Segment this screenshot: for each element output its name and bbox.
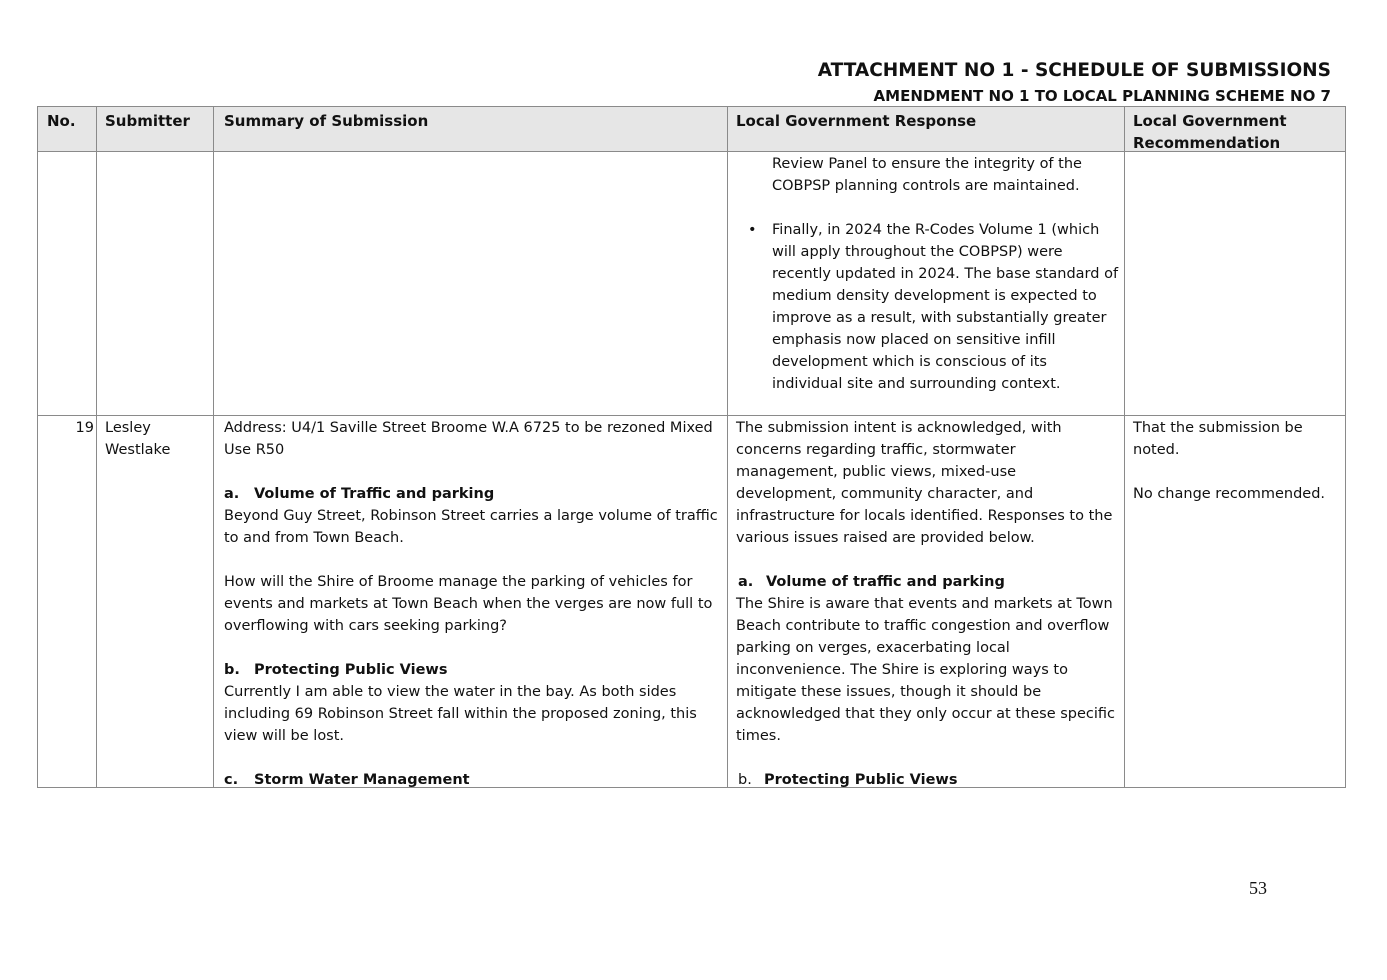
submissions-table	[37, 106, 1346, 788]
recommendation-text: No change recommended.	[1133, 486, 1326, 502]
bullet-line: • Finally, in 2024 the R-Codes Volume 1 (which	[772, 222, 1100, 238]
header-summary: Summary of Submission	[224, 112, 429, 130]
row1-response	[736, 153, 1121, 395]
row2-submitter	[105, 417, 210, 461]
response-text: The Shire is aware that events and markets at Town	[736, 596, 1113, 612]
response-text: inconvenience. The Shire is exploring ways to	[736, 662, 1068, 678]
bullet-item	[736, 219, 1121, 395]
recommendation-text: noted.	[1133, 442, 1180, 458]
summary-text: events and markets at Town Beach when the verges are now full to	[224, 596, 713, 612]
summary-text: How will the Shire of Broome manage the parking of vehicles for	[224, 574, 693, 590]
bullet-line: improve as a result, with substantially greater	[772, 310, 1107, 326]
response-text: The submission intent is acknowledged, with	[736, 420, 1062, 436]
summary-heading-b	[224, 659, 724, 681]
header-submitter: Submitter	[105, 112, 190, 130]
document-subtitle: AMENDMENT NO 1 TO LOCAL PLANNING SCHEME NO 7	[873, 87, 1331, 105]
header-recommendation-line1: Local Government	[1133, 112, 1287, 130]
row-divider	[38, 415, 1345, 416]
heading-letter: b.	[224, 662, 240, 678]
bullet-line: medium density development is expected to	[772, 288, 1097, 304]
heading-text: Storm Water Management	[254, 772, 470, 788]
row2-recommendation	[1133, 417, 1343, 505]
header-recommendation-line2: Recommendation	[1133, 134, 1281, 152]
summary-text: overflowing with cars seeking parking?	[224, 618, 507, 634]
summary-text: including 69 Robinson Street fall within the proposed zoning, this	[224, 706, 697, 722]
response-text: development, community character, and	[736, 486, 1034, 502]
summary-heading-c	[224, 769, 724, 791]
heading-text: Volume of traffic and parking	[766, 574, 1005, 590]
response-text: various issues raised are provided below.	[736, 530, 1035, 546]
summary-heading-a	[224, 483, 724, 505]
header-no: No.	[47, 112, 76, 130]
header-recommendation	[1133, 110, 1287, 154]
document-title: ATTACHMENT NO 1 - SCHEDULE OF SUBMISSIONS	[817, 60, 1331, 81]
bullet-line: emphasis now placed on sensitive infill	[772, 332, 1056, 348]
response-text: times.	[736, 728, 781, 744]
heading-letter: a.	[738, 574, 754, 590]
summary-text: Currently I am able to view the water in the bay. As both sides	[224, 684, 677, 700]
response-text: acknowledged that they only occur at these specific	[736, 706, 1116, 722]
summary-text: view will be lost.	[224, 728, 345, 744]
bullet-line: individual site and surrounding context.	[772, 376, 1061, 392]
response-text: parking on verges, exacerbating local	[736, 640, 1010, 656]
column-divider	[1124, 107, 1125, 787]
response-text: mitigate these issues, though it should be	[736, 684, 1042, 700]
column-divider	[727, 107, 728, 787]
response-text: Beach contribute to traffic congestion and overflow	[736, 618, 1110, 634]
response-text: infrastructure for locals identified. Responses to the	[736, 508, 1113, 524]
summary-text: Address: U4/1 Saville Street Broome W.A 6725 to be rezoned Mixed	[224, 420, 713, 436]
response-text: Review Panel to ensure the integrity of the	[772, 156, 1082, 172]
response-text: management, public views, mixed-use	[736, 464, 1017, 480]
bullet-line: recently updated in 2024. The base standard of	[772, 266, 1119, 282]
response-bullet-list	[736, 219, 1121, 395]
recommendation-text: That the submission be	[1133, 420, 1303, 436]
heading-text: Protecting Public Views	[254, 662, 448, 678]
column-divider	[96, 107, 97, 787]
heading-text: Protecting Public Views	[764, 772, 958, 788]
page-number: 53	[1249, 878, 1267, 898]
submitter-name: Westlake	[105, 442, 171, 458]
column-divider	[213, 107, 214, 787]
row2-response	[736, 417, 1121, 791]
summary-text: Use R50	[224, 442, 285, 458]
summary-text: Beyond Guy Street, Robinson Street carries a large volume of traffic	[224, 508, 718, 524]
response-heading-a	[736, 571, 1121, 593]
heading-text: Volume of Traffic and parking	[254, 486, 495, 502]
response-text: COBPSP planning controls are maintained.	[772, 178, 1080, 194]
bullet-line: development which is conscious of its	[772, 354, 1047, 370]
response-text: concerns regarding traffic, stormwater	[736, 442, 1016, 458]
row2-summary	[224, 417, 724, 791]
submitter-name: Lesley	[105, 420, 151, 436]
heading-letter: b.	[738, 772, 752, 788]
summary-text: to and from Town Beach.	[224, 530, 404, 546]
bullet-line: will apply throughout the COBPSP) were	[772, 244, 1063, 260]
row2-number: 19	[75, 420, 94, 436]
response-heading-b	[736, 769, 1121, 791]
heading-letter: a.	[224, 486, 240, 502]
heading-letter: c.	[224, 772, 239, 788]
header-response: Local Government Response	[736, 112, 977, 130]
